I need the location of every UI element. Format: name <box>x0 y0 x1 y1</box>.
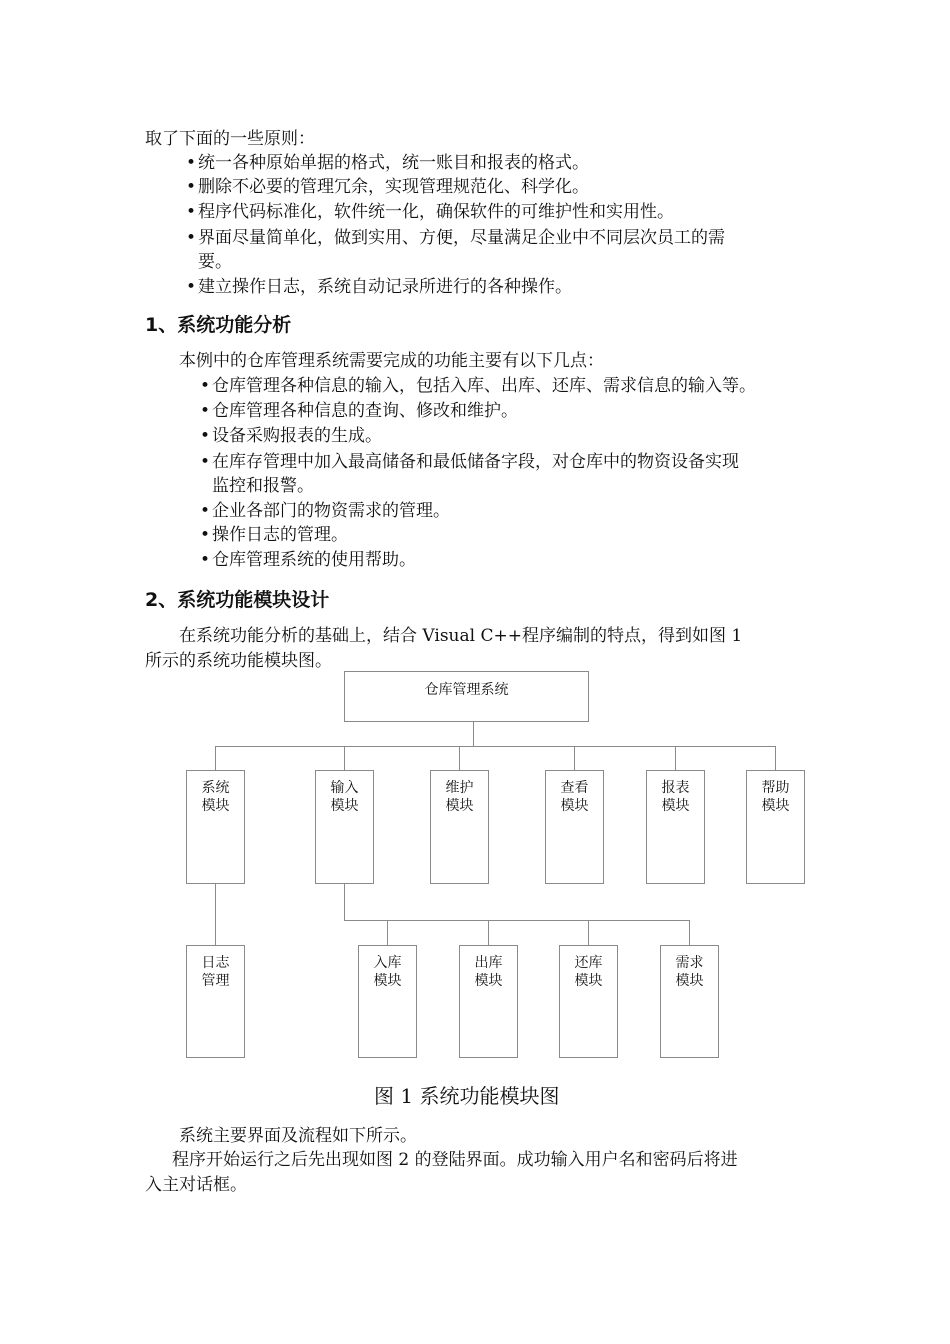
module-box-stock-in <box>358 945 417 1058</box>
module-label: 管理 <box>201 973 230 989</box>
section-1-lead: 本例中的仓库管理系统需要完成的功能主要有以下几点： <box>179 351 604 371</box>
module-box-return <box>559 945 618 1058</box>
module-label: 模块 <box>761 798 790 814</box>
module-label: 模块 <box>661 798 690 814</box>
module-label: 日志 <box>201 955 230 971</box>
section-2-paragraph-cont: 所示的系统功能模块图。 <box>145 651 332 671</box>
module-label: 帮助 <box>761 780 790 796</box>
connector-line <box>459 746 460 770</box>
principle-item-continued: 要。 <box>198 252 232 272</box>
section-2-heading: 2、系统功能模块设计 <box>145 589 330 611</box>
module-label: 查看 <box>560 780 589 796</box>
module-box-report <box>646 770 705 884</box>
function-item: • 仓库管理各种信息的输入，包括入库、出库、还库、需求信息的输入等。 <box>200 374 756 398</box>
function-item: • 仓库管理各种信息的查询、修改和维护。 <box>200 399 518 423</box>
intro-text: 取了下面的一些原则： <box>145 129 315 149</box>
section-2-paragraph: 在系统功能分析的基础上，结合 Visual C++程序编制的特点，得到如图 1 <box>179 626 743 646</box>
module-label: 系统 <box>201 780 230 796</box>
module-box-demand <box>660 945 719 1058</box>
principle-item: • 建立操作日志，系统自动记录所进行的各种操作。 <box>186 275 572 299</box>
connector-line <box>588 920 589 945</box>
module-label: 入库 <box>373 955 402 971</box>
module-label: 模块 <box>574 973 603 989</box>
connector-line <box>775 746 776 770</box>
function-item: • 仓库管理系统的使用帮助。 <box>200 548 416 572</box>
module-box-system <box>186 770 245 884</box>
module-label: 报表 <box>661 780 690 796</box>
module-label: 还库 <box>574 955 603 971</box>
after-paragraph: 程序开始运行之后先出现如图 2 的登陆界面。成功输入用户名和密码后将进 <box>172 1150 738 1170</box>
module-label: 输入 <box>330 780 359 796</box>
module-label: 维护 <box>445 780 474 796</box>
module-label: 模块 <box>330 798 359 814</box>
connector-line <box>215 746 216 770</box>
after-paragraph: 系统主要界面及流程如下所示。 <box>179 1126 417 1146</box>
module-label: 需求 <box>675 955 704 971</box>
root-label: 仓库管理系统 <box>424 682 509 698</box>
function-item: • 操作日志的管理。 <box>200 523 348 547</box>
section-1-heading: 1、系统功能分析 <box>145 314 292 336</box>
connector-line <box>344 884 345 920</box>
principle-item: • 统一各种原始单据的格式，统一账目和报表的格式。 <box>186 151 589 175</box>
module-box-view <box>545 770 604 884</box>
module-label: 模块 <box>445 798 474 814</box>
module-label: 模块 <box>373 973 402 989</box>
connector-line <box>344 746 345 770</box>
connector-line <box>689 920 690 945</box>
connector-line <box>473 722 474 746</box>
function-item-continued: 监控和报警。 <box>212 476 314 496</box>
module-label: 模块 <box>560 798 589 814</box>
connector-line <box>488 920 489 945</box>
connector-line <box>387 920 388 945</box>
connector-line <box>675 746 676 770</box>
module-box-help <box>746 770 805 884</box>
connector-line <box>215 746 776 747</box>
module-box-log <box>186 945 245 1058</box>
module-box-maintain <box>430 770 489 884</box>
module-box-stock-out <box>459 945 518 1058</box>
figure-caption: 图 1 系统功能模块图 <box>374 1084 560 1108</box>
module-label: 出库 <box>474 955 503 971</box>
module-label: 模块 <box>201 798 230 814</box>
root-box <box>344 671 589 722</box>
principle-item: • 界面尽量简单化，做到实用、方便，尽量满足企业中不同层次员工的需 <box>186 226 725 250</box>
function-item: • 设备采购报表的生成。 <box>200 424 382 448</box>
module-label: 模块 <box>675 973 704 989</box>
function-item: • 企业各部门的物资需求的管理。 <box>200 499 450 523</box>
function-item: • 在库存管理中加入最高储备和最低储备字段，对仓库中的物资设备实现 <box>200 450 739 474</box>
connector-line <box>344 920 689 921</box>
connector-line <box>574 746 575 770</box>
module-label: 模块 <box>474 973 503 989</box>
principle-item: • 程序代码标准化，软件统一化，确保软件的可维护性和实用性。 <box>186 200 674 224</box>
after-paragraph-cont: 入主对话框。 <box>145 1175 247 1195</box>
principle-item: • 删除不必要的管理冗余，实现管理规范化、科学化。 <box>186 175 589 199</box>
connector-line <box>215 884 216 945</box>
module-box-input <box>315 770 374 884</box>
